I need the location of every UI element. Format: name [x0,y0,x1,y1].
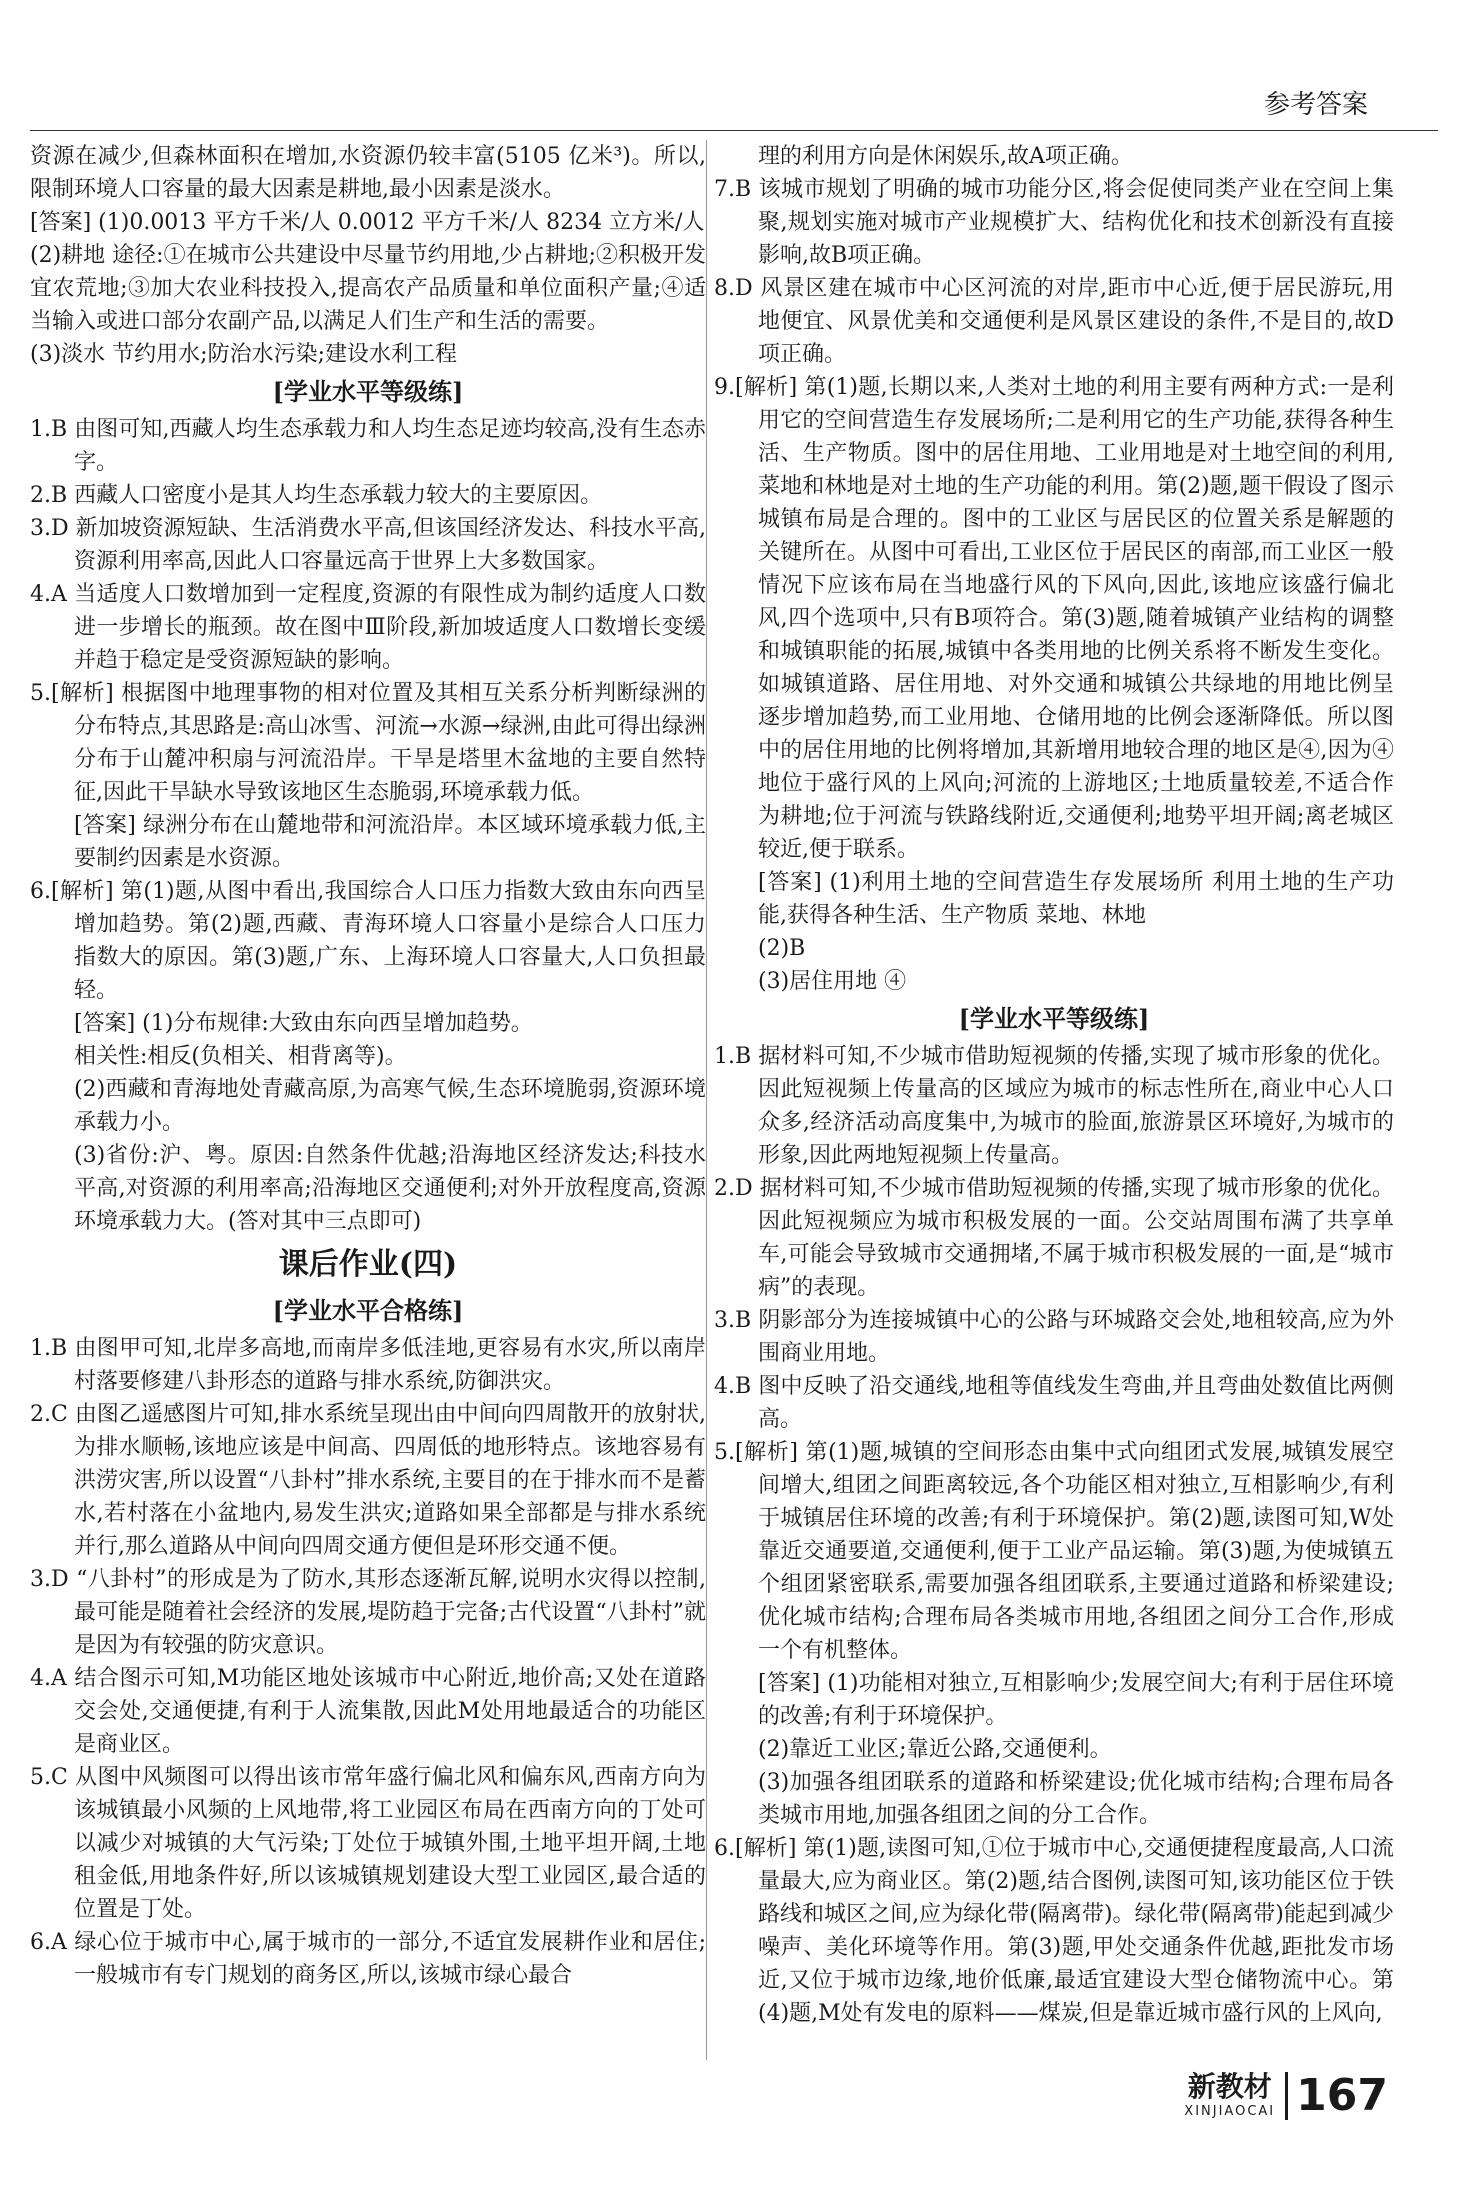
answer-item: 1.B 由图可知,西藏人均生态承载力和人均生态足迹均较高,没有生态赤字。 [30,417,706,475]
answer-text: (2)靠近工业区;靠近公路,交通便利。 [758,1737,1112,1762]
header-label: 参考答案 [1263,90,1368,120]
answer-item: 6.[解析] 第(1)题,从图中看出,我国综合人口压力指数大致由东向西呈增加趋势。第(2)题,西藏、青海环境人口容量小是综合人口压力指数大的原因。第(3)题,广东、上海环境人口容量大,人口负担最轻。 [30,879,706,1003]
paragraph: (2)耕地 途径:①在城市公共建设中尽量节约用地,少占耕地;②积极开发宜农荒地;③加大农业科技投入,提高农产品质量和单位面积产量;④适当输入或进口部分农副产品,以满足人们生产和生活的需要。 [30,243,706,334]
answer-item: 3.B 阴影部分为连接城镇中心的公路与环城路交会处,地租较高,应为外围商业用地。 [714,1308,1394,1366]
footer [1184,2070,1388,2120]
right-column [714,140,1394,2060]
section-heading: [学业水平等级练] [272,377,464,406]
answer-item: 1.B 据材料可知,不少城市借助短视频的传播,实现了城市形象的优化。因此短视频上传量高的区域应为城市的标志性所在,商业中心人口众多,经济活动高度集中,为城市的脸面,旅游景区环境好,为城市的形象,因此两地短视频上传量高。 [714,1044,1394,1168]
answer-text: [答案] (1)分布规律:大致由东向西呈增加趋势。 [74,1011,533,1036]
page-number: 167 [1285,2072,1388,2120]
answer-text: (2)B [758,936,806,961]
answer-item: 3.D 新加坡资源短缺、生活消费水平高,但该国经济发达、科技水平高,资源利用率高,因此人口容量远高于世界上大多数国家。 [30,516,706,574]
answer-item: 2.D 据材料可知,不少城市借助短视频的传播,实现了城市形象的优化。因此短视频应为城市积极发展的一面。公交站周围布满了共享单车,可能会导致城市交通拥堵,不属于城市积极发展的一面,是“城市病”的表现。 [714,1176,1394,1300]
brand-logo [1184,2070,1275,2120]
section-heading: [学业水平合格练] [272,1296,464,1325]
paragraph: [答案] (1)0.0013 平方千米/人 0.0012 平方千米/人 8234 立方米/人 [30,210,705,235]
answer-item: 8.D 风景区建在城市中心区河流的对岸,距市中心近,便于居民游玩,用地便宜、风景优美和交通便利是风景区建设的条件,不是目的,故D项正确。 [714,276,1394,367]
answer-text: 理的利用方向是休闲娱乐,故A项正确。 [758,144,1133,169]
answer-text: (3)居住用地 ④ [758,969,907,994]
answer-item: 6.[解析] 第(1)题,读图可知,①位于城市中心,交通便捷程度最高,人口流量最大,应为商业区。第(2)题,结合图例,读图可知,该功能区位于铁路线和城区之间,应为绿化带(隔离带)。绿化带(隔离带)能起到减少噪声、美化环境等作用。第(3)题,甲处交通条件优越,距批发市场近,又位于城市边缘,地价低廉,最适宜建设大型仓储物流中心。第(4)题,M处有发电的原料——煤炭,但是靠近城市盛行风的上风向, [714,1836,1394,2026]
answer-text: (2)西藏和青海地处青藏高原,为高寒气候,生态环境脆弱,资源环境承载力小。 [74,1077,706,1135]
answer-text: [答案] (1)功能相对独立,互相影响少;发展空间大;有利于居住环境的改善;有利于环境保护。 [758,1671,1394,1729]
brand-pinyin: XINJIAOCAI [1184,2104,1276,2119]
section-heading: [学业水平等级练] [958,1004,1150,1033]
header-rule [30,130,1438,131]
left-column [30,140,706,2060]
column-divider [706,140,707,2060]
answer-item: 9.[解析] 第(1)题,长期以来,人类对土地的利用主要有两种方式:一是利用它的空间营造生存发展场所;二是利用它的生产功能,获得各种生活、生产物质。图中的居住用地、工业用地是对土地空间的利用,菜地和林地是对土地的生产功能的利用。第(2)题,题干假设了图示城镇布局是合理的。图中的工业区与居民区的位置关系是解题的关键所在。从图中可看出,工业区位于居民区的南部,而工业区一般情况下应该布局在当地盛行风的下风向,因此,该地应该盛行偏北风,四个选项中,只有B项符合。第(3)题,随着城镇产业结构的调整和城镇职能的拓展,城镇中各类用地的比例关系将不断发生变化。如城镇道路、居住用地、对外交通和城镇公共绿地的用地比例呈逐步增加趋势,而工业用地、仓储用地的比例会逐渐降低。所以图中的居住用地的比例将增加,其新增用地较合理的地区是④,因为④地位于盛行风的上风向;河流的上游地区;土地质量较差,不适合作为耕地;位于河流与铁路线附近,交通便利;地势平坦开阔;离老城区较近,便于联系。 [714,375,1394,862]
answer-item: 7.B 该城市规划了明确的城市功能分区,将会促使同类产业在空间上集聚,规划实施对城市产业规模扩大、结构优化和技术创新没有直接影响,故B项正确。 [714,177,1394,268]
answer-item: 5.[解析] 根据图中地理事物的相对位置及其相互关系分析判断绿洲的分布特点,其思路是:高山冰雪、河流→水源→绿洲,由此可得出绿洲分布于山麓冲积扇与河流沿岸。干旱是塔里木盆地的主要自然特征,因此干旱缺水导致该地区生态脆弱,环境承载力低。 [30,681,706,805]
answer-text: [答案] (1)利用土地的空间营造生存发展场所 利用土地的生产功能,获得各种生活、生产物质 菜地、林地 [758,870,1394,928]
brand-name: 新教材 [1187,2070,1272,2103]
answer-item: 1.B 由图甲可知,北岸多高地,而南岸多低洼地,更容易有水灾,所以南岸村落要修建八卦形态的道路与排水系统,防御洪灾。 [30,1336,706,1394]
answer-item: 4.A 结合图示可知,M功能区地处该城市中心附近,地价高;又处在道路交会处,交通便捷,有利于人流集散,因此M处用地最适合的功能区是商业区。 [30,1666,706,1757]
answer-item: 5.[解析] 第(1)题,城镇的空间形态由集中式向组团式发展,城镇发展空间增大,组团之间距离较远,各个功能区相对独立,互相影响少,有利于城镇居住环境的改善;有利于环境保护。第(2)题,读图可知,W处靠近交通要道,交通便利,便于工业产品运输。第(3)题,为使城镇五个组团紧密联系,需要加强各组团联系,主要通过道路和桥梁建设;优化城市结构;合理布局各类城市用地,各组团之间分工合作,形成一个有机整体。 [714,1440,1394,1663]
answer-item: 4.B 图中反映了沿交通线,地租等值线发生弯曲,并且弯曲处数值比两侧高。 [714,1374,1394,1432]
chapter-title: 课后作业(四) [278,1247,458,1282]
answer-item: 5.C 从图中风频图可以得出该市常年盛行偏北风和偏东风,西南方向为该城镇最小风频的上风地带,将工业园区布局在西南方向的丁处可以减少对城镇的大气污染;丁处位于城镇外围,土地平坦开阔,土地租金低,用地条件好,所以该城镇规划建设大型工业园区,最合适的位置是丁处。 [30,1765,706,1922]
answer-item: 2.C 由图乙遥感图片可知,排水系统呈现出由中间向四周散开的放射状,为排水顺畅,该地应该是中间高、四周低的地形特点。该地容易有洪涝灾害,所以设置“八卦村”排水系统,主要目的在于排水而不是蓄水,若村落在小盆地内,易发生洪灾;道路如果全部都是与排水系统并行,那么道路从中间向四周交通方便但是环形交通不便。 [30,1402,706,1559]
paragraph: 资源在减少,但森林面积在增加,水资源仍较丰富(5105 亿米³)。所以,限制环境人口容量的最大因素是耕地,最小因素是淡水。 [30,144,706,202]
answer-text: (3)省份:沪、粤。原因:自然条件优越;沿海地区经济发达;科技水平高,对资源的利用率高;沿海地区交通便利;对外开放程度高,资源环境承载力大。(答对其中三点即可) [74,1143,706,1234]
answer-text: [答案] 绿洲分布在山麓地带和河流沿岸。本区域环境承载力低,主要制约因素是水资源。 [74,813,706,871]
answer-item: 6.A 绿心位于城市中心,属于城市的一部分,不适宜发展耕作业和居住;一般城市有专门规划的商务区,所以,该城市绿心最合 [30,1930,706,1988]
answer-item: 2.B 西藏人口密度小是其人均生态承载力较大的主要原因。 [30,483,603,508]
answer-item: 4.A 当适度人口数增加到一定程度,资源的有限性成为制约适度人口数进一步增长的瓶颈。故在图中Ⅲ阶段,新加坡适度人口数增长变缓并趋于稳定是受资源短缺的影响。 [30,582,706,673]
answer-text: 相关性:相反(负相关、相背离等)。 [74,1044,407,1069]
paragraph: (3)淡水 节约用水;防治水污染;建设水利工程 [30,342,457,367]
answer-item: 3.D “八卦村”的形成是为了防水,其形态逐渐瓦解,说明水灾得以控制,最可能是随着社会经济的发展,堤防趋于完备;古代设置“八卦村”就是因为有较强的防灾意识。 [30,1567,706,1658]
answer-text: (3)加强各组团联系的道路和桥梁建设;优化城市结构;合理布局各类城市用地,加强各组团之间的分工合作。 [758,1770,1394,1828]
